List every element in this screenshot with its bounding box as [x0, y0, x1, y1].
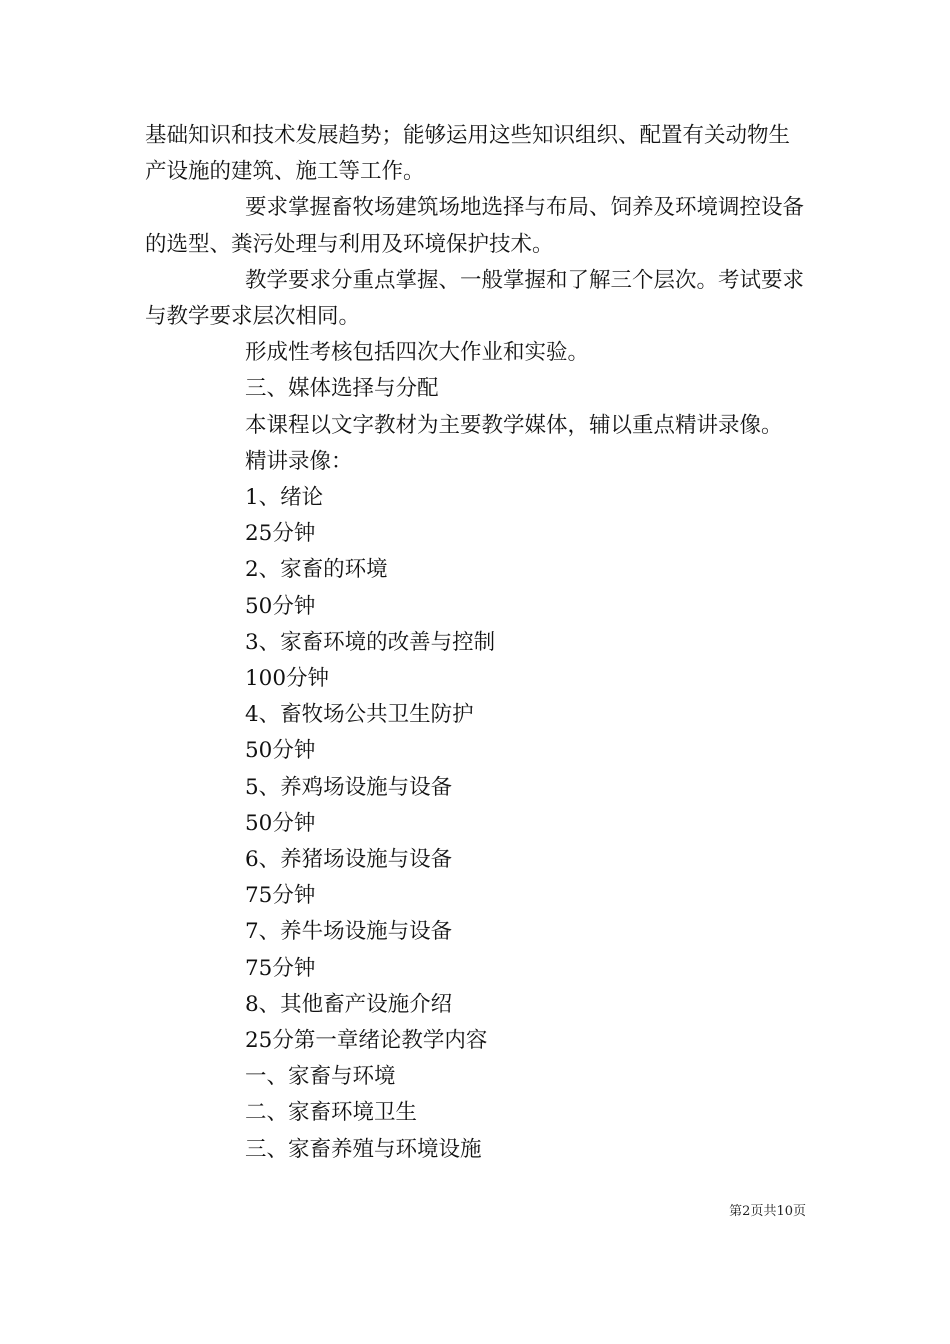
- video-item-duration: 75分钟: [245, 955, 316, 981]
- video-item-title: 1、绪论: [245, 485, 324, 511]
- text-line: 本课程以文字教材为主要教学媒体，辅以重点精讲录像。: [245, 412, 783, 438]
- paragraph-2: 要求掌握畜牧场建筑场地选择与布局、饲养及环境调控设备的选型、粪污处理与利用及环境保护技术。: [145, 195, 805, 257]
- chapter-content-item: 三、家畜养殖与环境设施: [245, 1136, 482, 1162]
- video-item-title: 8、其他畜产设施介绍: [245, 991, 453, 1017]
- paragraph-3: 教学要求分重点掌握、一般掌握和了解三个层次。考试要求与教学要求层次相同。: [145, 267, 805, 330]
- video-item-duration-chapter-heading: 25分第一章绪论教学内容: [245, 1028, 488, 1054]
- text-line: 形成性考核包括四次大作业和实验。: [245, 340, 590, 366]
- document-body: [145, 118, 807, 1168]
- paragraph-1: 基础知识和技术发展趋势；能够运用这些知识组织、配置有关动物生产设施的建筑、施工等工作。: [145, 123, 791, 185]
- video-item-duration: 50分钟: [245, 593, 316, 619]
- video-item-duration: 50分钟: [245, 738, 316, 764]
- section-heading: 三、媒体选择与分配: [245, 376, 439, 402]
- video-item-duration: 50分钟: [245, 810, 316, 836]
- video-item-title: 4、畜牧场公共卫生防护: [245, 702, 474, 728]
- video-item-title: 3、家畜环境的改善与控制: [245, 629, 496, 655]
- page-number-footer: 第2页共10页: [729, 1204, 806, 1219]
- video-item-title: 5、养鸡场设施与设备: [245, 774, 453, 800]
- text-line: 精讲录像：: [245, 448, 353, 474]
- chapter-content-item: 二、家畜环境卫生: [245, 1100, 418, 1126]
- video-item-duration: 75分钟: [245, 883, 316, 909]
- video-item-title: 2、家畜的环境: [245, 557, 388, 583]
- video-item-duration: 25分钟: [245, 521, 316, 547]
- chapter-content-item: 一、家畜与环境: [245, 1064, 396, 1090]
- video-item-duration: 100分钟: [245, 666, 330, 692]
- video-item-title: 7、养牛场设施与设备: [245, 919, 453, 945]
- video-item-title: 6、养猪场设施与设备: [245, 847, 453, 873]
